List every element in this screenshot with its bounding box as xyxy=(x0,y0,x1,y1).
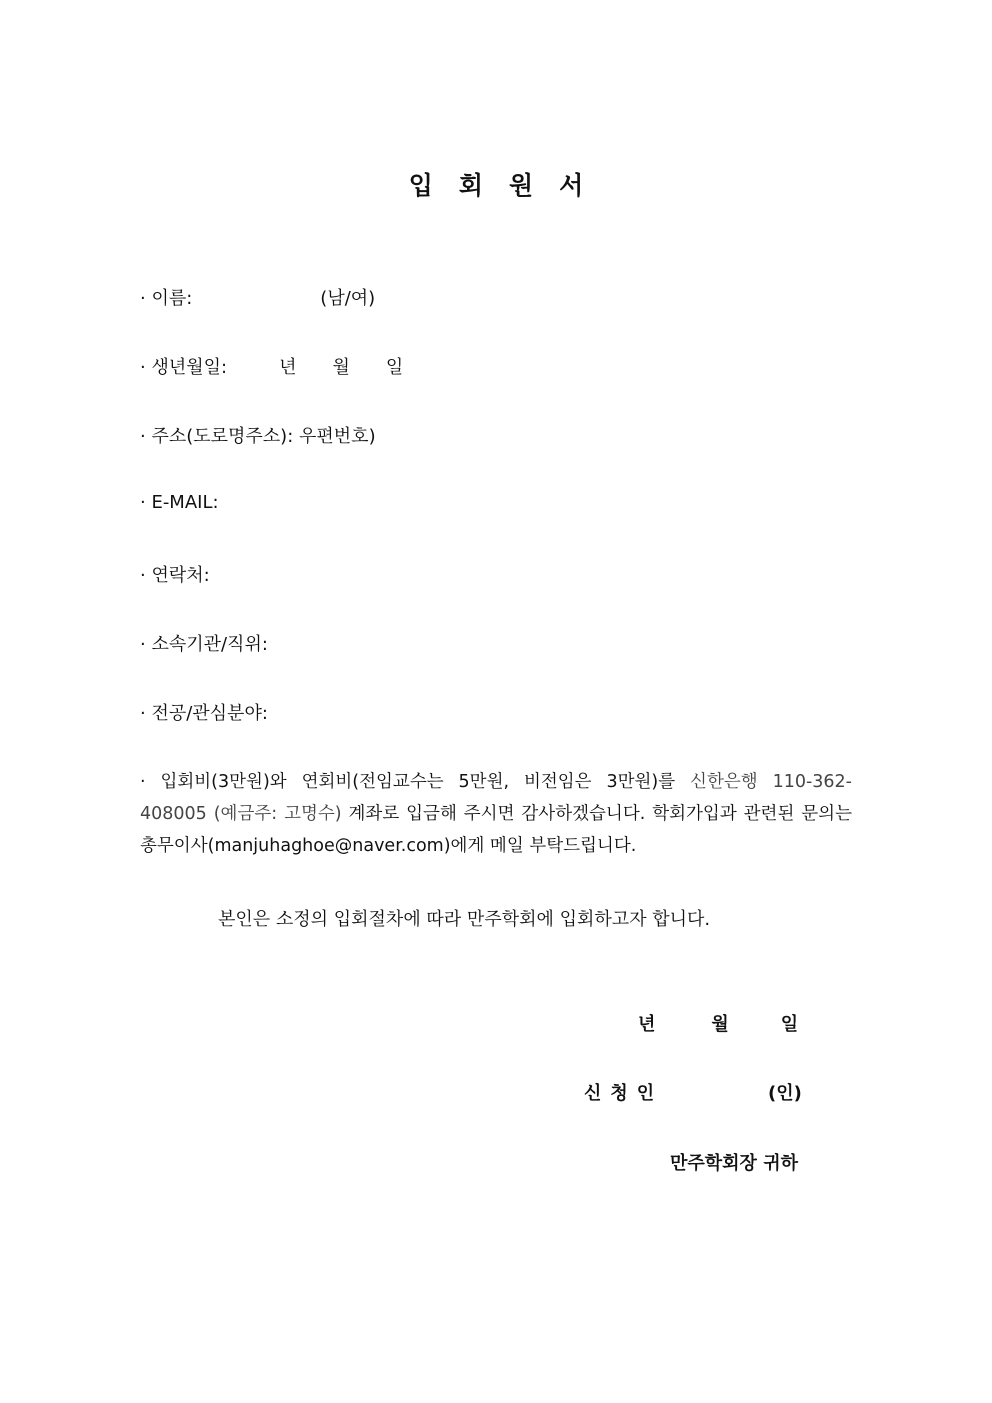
fee-notice-contact: 계좌로 입금해 주시면 감사하겠습니다. 학회가입과 관련된 문의는 총무이사(manjuhaghoe@naver.com)에게 메일 부탁드립니다. xyxy=(140,804,852,856)
sign-day-unit: 일 xyxy=(780,1014,799,1035)
contact-field xyxy=(140,561,210,587)
addressee: 만주학회장 귀하 xyxy=(670,1153,798,1174)
birth-year-unit: 년 xyxy=(279,357,297,378)
applicant-label: 신청인 xyxy=(584,1083,664,1104)
seal-mark: (인) xyxy=(768,1083,802,1104)
affiliation-field xyxy=(140,630,268,656)
sign-year-unit: 년 xyxy=(638,1014,656,1035)
name-label: · 이름: xyxy=(140,288,193,309)
address-field xyxy=(140,422,376,448)
contact-label: · 연락처: xyxy=(140,565,210,586)
fee-notice xyxy=(140,766,852,862)
bank-account: 신한은행 110-362-408005 (예금주: 고명수) xyxy=(140,772,852,824)
email-label: · E-MAIL: xyxy=(140,492,219,513)
birthdate-label: · 생년월일: xyxy=(140,357,228,378)
major-label: · 전공/관심분야: xyxy=(140,703,268,724)
pledge-statement: 본인은 소정의 입회절차에 따라 만주학회에 입회하고자 합니다. xyxy=(218,909,711,930)
name-field xyxy=(140,284,375,310)
sign-month-unit: 월 xyxy=(711,1014,729,1035)
affiliation-label: · 소속기관/직위: xyxy=(140,634,268,655)
document-title: 입회원서 xyxy=(408,171,610,200)
email-field xyxy=(140,492,219,513)
address-label: · 주소(도로명주소): xyxy=(140,426,294,447)
signature-date xyxy=(638,1010,798,1036)
postcode-label: 우편번호) xyxy=(299,426,376,447)
birth-day-unit: 일 xyxy=(385,357,404,378)
birth-month-unit: 월 xyxy=(332,357,350,378)
gender-hint: (남/여) xyxy=(320,288,376,309)
major-field xyxy=(140,699,268,725)
birthdate-field xyxy=(140,353,403,379)
fee-notice-text: · 입회비(3만원)와 연회비(전임교수는 5만원, 비전임은 3만원)를 xyxy=(140,772,691,792)
